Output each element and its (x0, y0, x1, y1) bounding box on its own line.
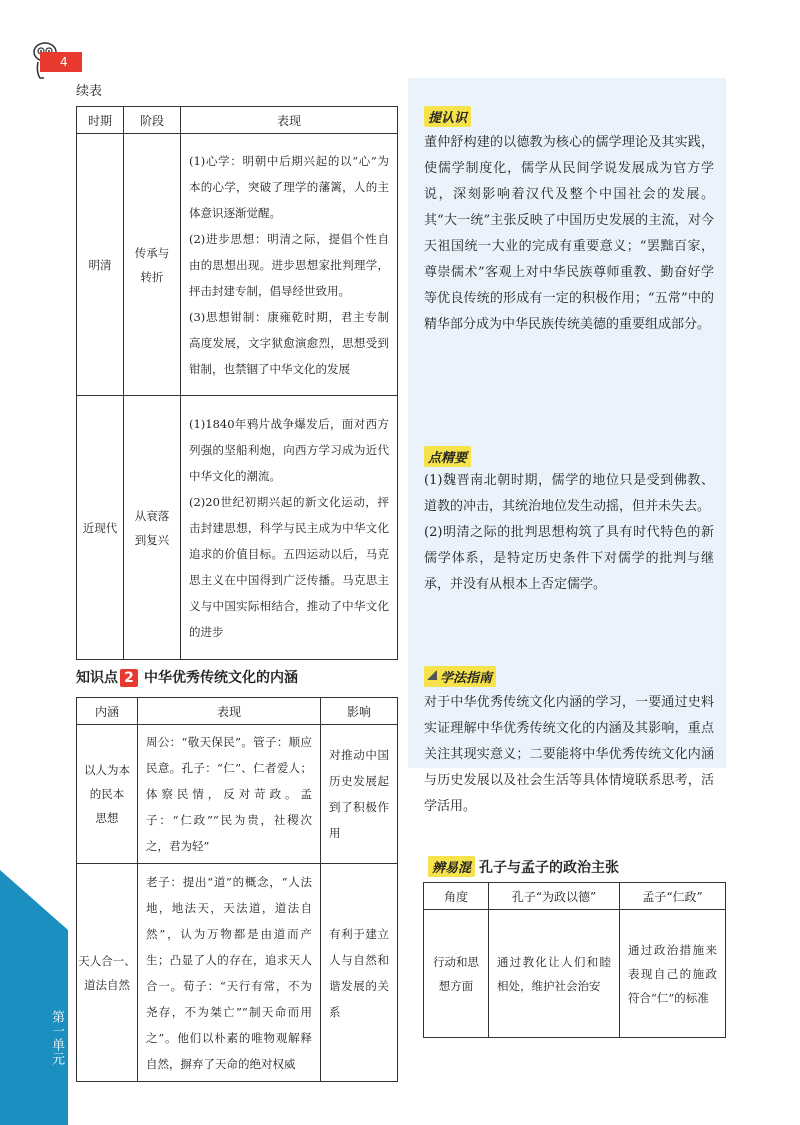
table-row (77, 134, 398, 396)
table-culture-connotation (76, 697, 398, 1082)
header-impact: 影响 (321, 698, 398, 725)
dianjingyao-text (424, 468, 714, 598)
row-content: 周公：“敬天保民”。管子：顺应民意。孔子：“仁”、仁者爱人；体察民情，反对苛政。孟子：“仁政”“民为贵，社稷次之，君为轻” (138, 725, 321, 864)
table-kongzi-mengzi (423, 882, 726, 1038)
kp-label: 知识点 (76, 670, 118, 686)
row-stage: 从衰落 到复兴 (124, 396, 181, 660)
header-period: 时期 (77, 107, 124, 134)
header-stage: 阶段 (124, 107, 181, 134)
row-aspect: 行动和思想方面 (424, 910, 489, 1038)
row-impact: 对推动中国历史发展起到了积极作用 (321, 725, 398, 864)
row-content: 老子：提出“道”的概念，“人法地，地法天，天法道，道法自然”，认为万物都是由道而产生；凸显了人的存在，追求天人合一。荀子：“天行有常，不为尧存，不为桀亡”“制天命而用之”。他们以朴素的唯物观解释自然，摒弃了天命的绝对权威 (138, 864, 321, 1082)
row-impact: 有利于建立人与自然和谐发展的关系 (321, 864, 398, 1082)
continued-label: 续表 (76, 84, 103, 99)
header-content: 表现 (181, 107, 398, 134)
dianjingyao-item: (1)魏晋南北朝时期，儒学的地位只是受到佛教、道教的冲击，其统治地位发生动摇，但并未失去。 (424, 473, 714, 514)
unit-label: 第一单元 (49, 1010, 64, 1066)
table-row (77, 725, 398, 864)
row-name: 天人合一、 道法自然 (77, 864, 138, 1082)
header-aspect: 角度 (424, 883, 489, 910)
header-kongzi: 孔子“为政以德” (489, 883, 620, 910)
tag-xuefa (424, 666, 496, 687)
tag-bianyihun: 辨易混 (428, 856, 475, 877)
table-row (424, 910, 726, 1038)
tag-tirenshi: 提认识 (424, 106, 471, 127)
bianyihun-title: 孔子与孟子的政治主张 (479, 860, 620, 876)
bianyihun-heading (428, 856, 619, 877)
row-content: (1)1840年鸦片战争爆发后，面对西方列强的坚船利炮，向西方学习成为近代中华文化的潮流。 (2)20世纪初期兴起的新文化运动，抨击封建思想，科学与民主成为中华文化追求的价值目标。五四运动以后，马克思主义在中国得到广泛传播。马克思主义与中国实际相结合，推动了中华文化的进步 (181, 396, 398, 660)
table-header-row (77, 698, 398, 725)
dianjingyao-item: (2)明清之际的批判思想构筑了具有时代特色的新儒学体系，是特定历史条件下对儒学的批判与继承，并没有从根本上否定儒学。 (424, 525, 714, 592)
row-stage: 传承与 转折 (124, 134, 181, 396)
kp-number: 2 (120, 669, 138, 687)
table-row (77, 864, 398, 1082)
knowledge-point-heading (76, 667, 298, 687)
triangle-icon (427, 670, 437, 680)
page-number-badge (40, 52, 82, 72)
table-row (77, 396, 398, 660)
row-mengzi: 通过政治措施来表现自己的施政符合“仁”的标准 (620, 910, 726, 1038)
table-header-row (424, 883, 726, 910)
header-mengzi: 孟子“仁政” (620, 883, 726, 910)
table-history-stages (76, 106, 398, 660)
row-content: (1)心学：明朝中后期兴起的以“心”为本的心学，突破了理学的藩篱，人的主体意识逐渐觉醒。 (2)进步思想：明清之际，提倡个性自由的思想出现。进步思想家批判理学，抨击封建专制，倡导经世致用。 (3)思想钳制：康雍乾时期，君主专制高度发展，文字狱愈演愈烈，思想受到钳制，也禁锢了中华文化的发展 (181, 134, 398, 396)
row-period: 明清 (77, 134, 124, 396)
row-name: 以人为本 的民本 思想 (77, 725, 138, 864)
page-number: 4 (60, 55, 68, 69)
tirenshi-text: 董仲舒构建的以德教为核心的儒学理论及其实践，使儒学制度化，儒学从民间学说发展成为官方学说，深刻影响着汉代及整个中国社会的发展。其“大一统”主张反映了中国历史发展的主流，对今天祖国统一大业的完成有重要意义；“罢黜百家，尊崇儒术”客观上对中华民族尊师重教、勤奋好学等优良传统的形成有一定的积极作用；“五常”中的精华部分成为中华民族传统美德的重要组成部分。 (424, 135, 714, 332)
side-blue-bar (0, 870, 68, 1125)
row-kongzi: 通过教化让人们和睦相处，维护社会治安 (489, 910, 620, 1038)
table-header-row (77, 107, 398, 134)
header-connotation: 内涵 (77, 698, 138, 725)
tag-xuefa-label: 学法指南 (440, 671, 493, 686)
header-content: 表现 (138, 698, 321, 725)
xuefa-text: 对于中华优秀传统文化内涵的学习，一要通过史料实证理解中华优秀传统文化的内涵及其影响，重点关注其现实意义；二要能将中华优秀传统文化内涵与历史发展以及社会生活等具体情境联系思考，活学活用。 (424, 695, 714, 814)
kp-title: 中华优秀传统文化的内涵 (144, 670, 298, 686)
row-period: 近现代 (77, 396, 124, 660)
tag-dianjingyao: 点精要 (424, 446, 471, 467)
